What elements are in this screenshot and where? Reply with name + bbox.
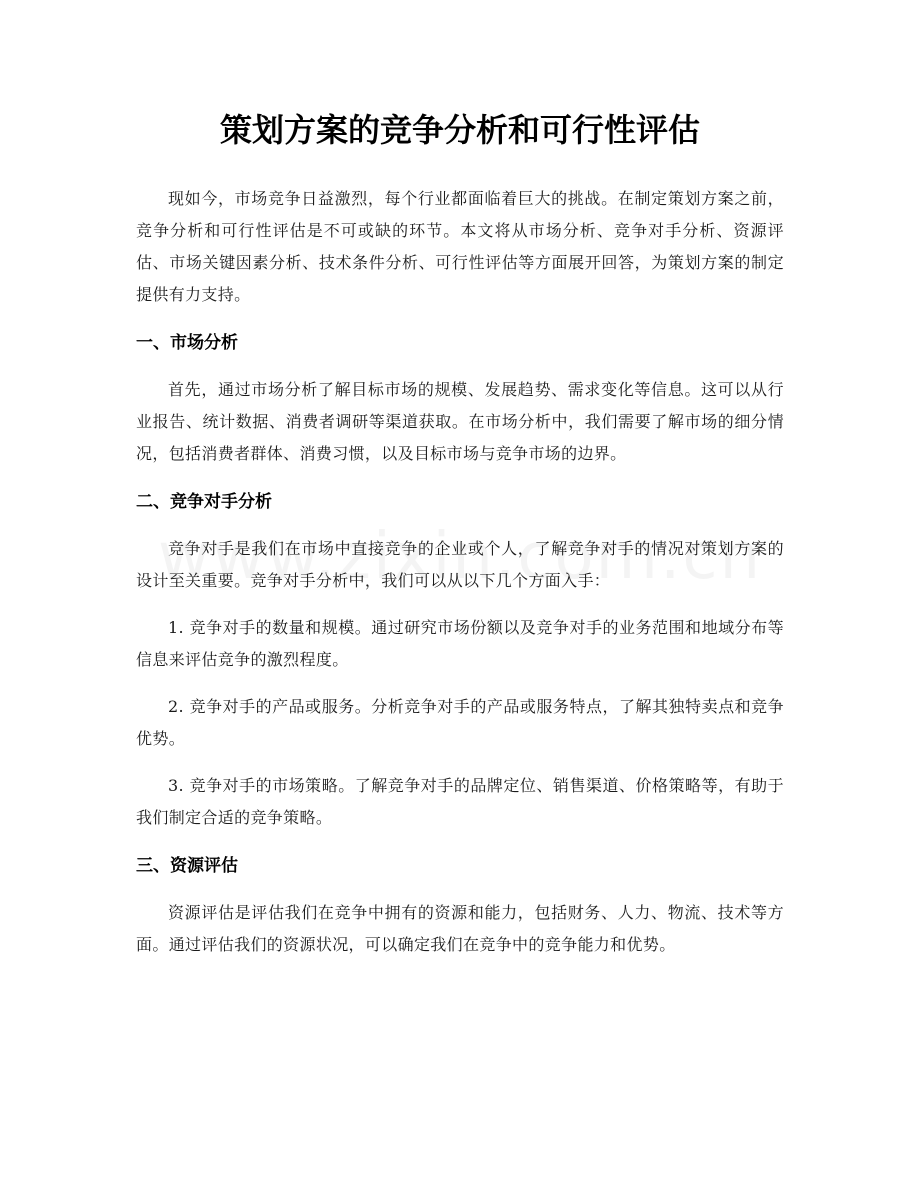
competitor-point-3: 3. 竞争对手的市场策略。了解竞争对手的品牌定位、销售渠道、价格策略等，有助于我们制定合适的竞争策略。 — [136, 776, 784, 827]
section-heading-resource-evaluation: 三、资源评估 — [136, 856, 238, 876]
competitor-point-1: 1. 竞争对手的数量和规模。通过研究市场份额以及竞争对手的业务范围和地域分布等信息来评估竞争的激烈程度。 — [136, 618, 784, 669]
section-heading-market-analysis: 一、市场分析 — [136, 333, 238, 353]
intro-paragraph: 现如今，市场竞争日益激烈，每个行业都面临着巨大的挑战。在制定策划方案之前，竞争分析和可行性评估是不可或缺的环节。本文将从市场分析、竞争对手分析、资源评估、市场关键因素分析、技术条件分析、可行性评估等方面展开回答，为策划方案的制定提供有力支持。 — [136, 189, 784, 304]
competitor-analysis-paragraph: 竞争对手是我们在市场中直接竞争的企业或个人，了解竞争对手的情况对策划方案的设计至关重要。竞争对手分析中，我们可以从以下几个方面入手： — [136, 539, 784, 590]
section-heading-competitor-analysis: 二、竞争对手分析 — [136, 492, 272, 512]
market-analysis-paragraph: 首先，通过市场分析了解目标市场的规模、发展趋势、需求变化等信息。这可以从行业报告、统计数据、消费者调研等渠道获取。在市场分析中，我们需要了解市场的细分情况，包括消费者群体、消费习惯，以及目标市场与竞争市场的边界。 — [136, 380, 784, 463]
document-body — [136, 183, 784, 976]
competitor-point-2: 2. 竞争对手的产品或服务。分析竞争对手的产品或服务特点，了解其独特卖点和竞争优势。 — [136, 697, 784, 748]
document-title: 策划方案的竞争分析和可行性评估 — [219, 111, 700, 149]
resource-evaluation-paragraph: 资源评估是评估我们在竞争中拥有的资源和能力，包括财务、人力、物流、技术等方面。通过评估我们的资源状况，可以确定我们在竞争中的竞争能力和优势。 — [136, 903, 784, 954]
